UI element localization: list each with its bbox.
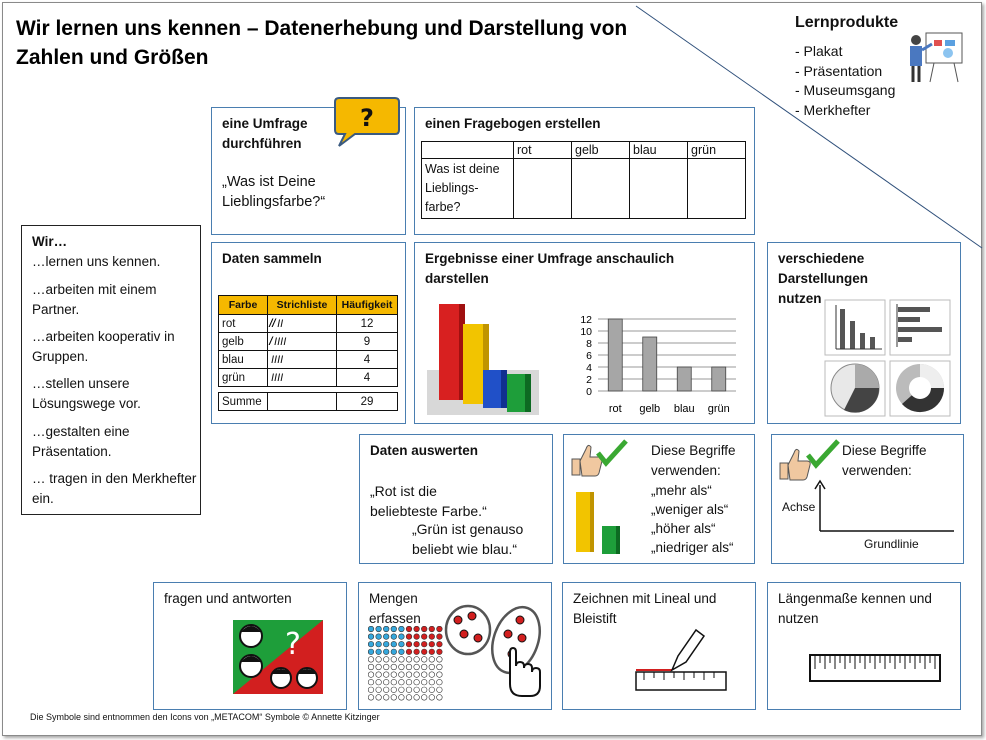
umfrage-quote: „Was ist Deine Lieblingsfarbe?“ (222, 174, 326, 210)
bubble-text: ? (360, 104, 374, 132)
page-title: Wir lernen uns kennen – Datenerhebung und Darstellung von Zahlen und Größen (16, 17, 628, 69)
teacher-presenting-icon (904, 30, 964, 85)
svg-text:?: ? (285, 627, 301, 662)
chart-xtick-label: blau (673, 403, 695, 415)
lernprodukt-item: - Merkhefter (795, 101, 871, 118)
tally-cell: IIII (268, 369, 337, 387)
chart-types-icon (824, 299, 956, 417)
chart-xtick-label: grün (707, 403, 730, 415)
fragebogen-col: blau (630, 142, 688, 159)
table-cell: grün (219, 369, 268, 387)
lego-bricks-image (427, 300, 542, 418)
fragebogen-col: grün (688, 142, 746, 159)
begriff-term: „höher als“ (651, 521, 716, 536)
chart-ytick-label: 4 (586, 362, 592, 374)
chart-ytick-label: 6 (586, 350, 592, 362)
fragebogen-col: rot (514, 142, 572, 159)
counting-hand-icon (444, 604, 548, 700)
chart-ytick-label: 2 (586, 374, 592, 386)
grundlinie-label: Grundlinie (864, 537, 919, 551)
lernprodukt-item: - Präsentation (795, 62, 883, 79)
chart-xtick-label: rot (608, 403, 622, 415)
umfrage-heading: eine Umfrage durchführen (222, 116, 308, 151)
thumbs-up-check-icon (568, 439, 632, 479)
chart-ytick-label: 0 (586, 386, 592, 398)
table-cell: gelb (219, 333, 268, 351)
table-header: Farbe (219, 296, 268, 315)
begriffe-heading: Diese Begriffe verwenden: (651, 443, 736, 478)
wir-item: …arbeiten mit einem Partner. (32, 282, 157, 317)
table-row (219, 351, 398, 369)
auswerten-quote-1: „Rot ist die beliebteste Farbe.“ (370, 483, 487, 519)
chart-xtick-label: gelb (639, 403, 661, 415)
fragebogen-table (421, 141, 746, 219)
wir-item: … tragen in den Merkhefter ein. (32, 471, 197, 506)
chart-bar (608, 319, 622, 391)
chart-ytick-label: 8 (586, 338, 592, 350)
table-cell: blau (219, 351, 268, 369)
table-sum-row (219, 393, 398, 411)
wir-box (21, 225, 201, 515)
wir-item: …stellen unsere Lösungswege vor. (32, 376, 141, 411)
lernprodukte-heading: Lernprodukte (795, 14, 899, 31)
auswerten-quote-2: „Grün ist genauso beliebt wie blau.“ (412, 521, 524, 557)
tally-cell: ̸̸̸̸ ̸̸̸̸ II (268, 315, 337, 333)
ruler-icon (808, 653, 944, 683)
auswerten-box (359, 434, 553, 564)
wir-item: …lernen uns kennen. (32, 254, 161, 269)
table-cell: 12 (337, 315, 398, 333)
ergebnisse-heading: Ergebnisse einer Umfrage anschaulich darstellen (425, 251, 675, 286)
footer-credit: Die Symbole sind entnommen den Icons von „METACOM“ Symbole © Annette Kitzinger (30, 712, 380, 722)
auswerten-heading: Daten auswerten (370, 443, 479, 458)
lernprodukt-item: - Museumsgang (795, 82, 896, 98)
begriffe-heading: Diese Begriffe verwenden: (842, 443, 927, 478)
daten-sammeln-heading: Daten sammeln (222, 251, 322, 266)
table-cell: 4 (337, 351, 398, 369)
chart-ytick-label: 10 (580, 326, 592, 338)
ruler-pencil-icon (632, 628, 730, 692)
axis-diagram (776, 437, 956, 537)
table-row (219, 333, 398, 351)
table-cell: Summe (219, 393, 268, 411)
bar-chart (570, 305, 750, 417)
fragen-heading: fragen und antworten (164, 591, 292, 606)
question-answer-icon (233, 620, 323, 694)
wir-item: …gestalten eine Präsentation. (32, 424, 130, 459)
wir-item: …arbeiten kooperativ in Gruppen. (32, 329, 175, 364)
zeichnen-heading: Zeichnen mit Lineal und Bleistift (573, 591, 717, 626)
table-row (219, 369, 398, 387)
chart-bar (677, 367, 691, 391)
begriff-term: „mehr als“ (651, 483, 712, 498)
dot-grid-icon (368, 626, 446, 704)
table-cell: 29 (337, 393, 398, 411)
fragebogen-heading: einen Fragebogen erstellen (425, 116, 601, 131)
chart-bar (643, 337, 657, 391)
fragebogen-col: gelb (572, 142, 630, 159)
question-bubble-icon (333, 96, 403, 152)
wir-heading: Wir… (32, 234, 68, 249)
chart-ytick-label: 12 (580, 314, 592, 326)
lernprodukte (795, 14, 898, 120)
chart-bar (712, 367, 726, 391)
begriff-term: „weniger als“ (651, 502, 729, 517)
tally-cell: IIII (268, 351, 337, 369)
table-row (219, 315, 398, 333)
achse-label: Achse (782, 500, 816, 514)
fragebogen-question: Was ist deine Lieblings-farbe? (422, 159, 514, 219)
table-header: Strichliste (268, 296, 337, 315)
laengen-heading: Längenmaße kennen und nutzen (778, 591, 932, 626)
table-cell: rot (219, 315, 268, 333)
bricks-compare-icon (574, 490, 622, 558)
strichliste-table (218, 295, 398, 411)
table-header: Häufigkeit (337, 296, 398, 315)
verschiedene-heading: verschiedene Darstellungen nutzen (778, 251, 869, 306)
laengen-box (767, 582, 961, 710)
table-cell: 4 (337, 369, 398, 387)
tally-cell: ̸̸̸̸ IIII (268, 333, 337, 351)
mengen-heading: Mengen erfassen (369, 591, 421, 626)
table-cell: 9 (337, 333, 398, 351)
lernprodukt-item: - Plakat (795, 43, 843, 59)
begriff-term: „niedriger als“ (651, 540, 734, 555)
